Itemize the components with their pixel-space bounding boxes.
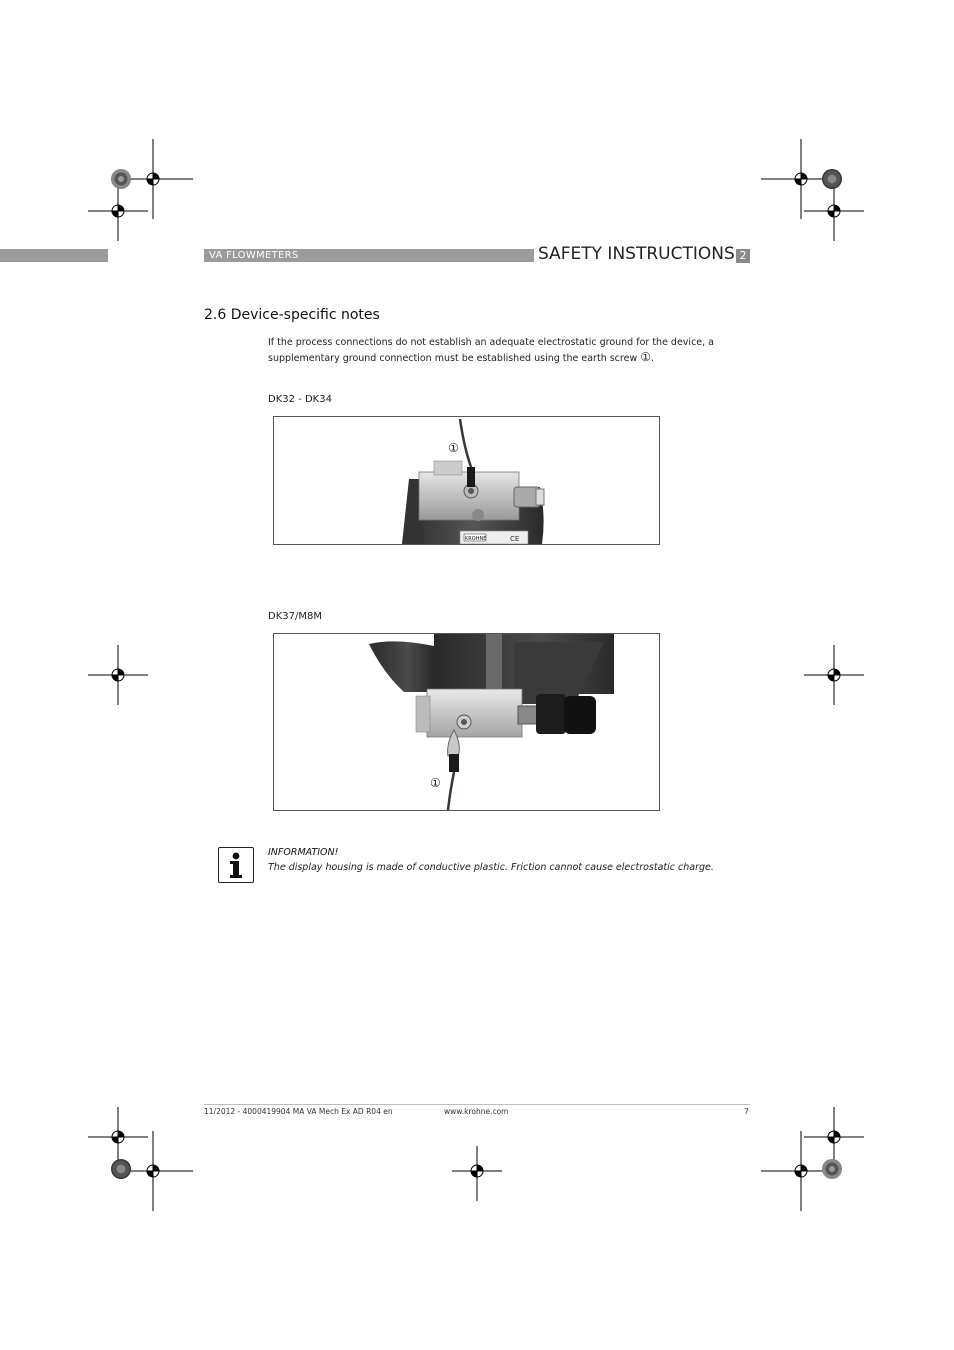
figure-dk37-callout: ①	[430, 776, 441, 790]
svg-text:CE: CE	[510, 535, 520, 543]
device-dk37-illustration	[274, 634, 659, 810]
figure-label-dk32: DK32 - DK34	[268, 394, 332, 405]
intro-text: If the process connections do not establish an adequate electrostatic ground for the device, a supplementary ground connection must be established using the earth screw	[268, 337, 714, 364]
earth-screw-marker: ①	[640, 350, 652, 364]
calibration-rosette-icon	[111, 1159, 131, 1179]
device-dk32-illustration	[274, 417, 659, 544]
footer-doc-ref: 11/2012 - 4000419904 MA VA Mech Ex AD R04 en	[204, 1107, 393, 1116]
section-title: 2.6 Device-specific notes	[204, 307, 380, 323]
footer-page-number: 7	[744, 1107, 749, 1116]
header-section-number: 2	[736, 249, 750, 263]
info-text: The display housing is made of conductive plastic. Friction cannot cause electrostatic charge.	[268, 862, 714, 873]
calibration-rosette-icon	[822, 1159, 842, 1179]
registration-mark-icon	[437, 1131, 517, 1211]
info-title: INFORMATION!	[268, 847, 339, 858]
header-section-title: SAFETY INSTRUCTIONS	[538, 244, 735, 264]
figure-dk32-photo	[273, 416, 660, 545]
calibration-rosette-icon	[822, 169, 842, 189]
registration-mark-icon	[794, 635, 874, 715]
registration-mark-icon	[78, 635, 158, 715]
nameplate-text: KROHNE	[465, 536, 487, 542]
figure-label-dk37: DK37/M8M	[268, 611, 322, 622]
footer-rule	[204, 1104, 750, 1105]
header-left-bar	[0, 249, 108, 262]
header-product-label: VA FLOWMETERS	[209, 250, 299, 261]
figure-dk37-photo	[273, 633, 660, 811]
footer-website: www.krohne.com	[444, 1107, 509, 1116]
figure-dk32-callout: ①	[448, 441, 459, 455]
info-icon	[218, 847, 254, 883]
calibration-rosette-icon	[111, 169, 131, 189]
intro-paragraph	[268, 336, 748, 366]
intro-end: .	[651, 353, 655, 364]
